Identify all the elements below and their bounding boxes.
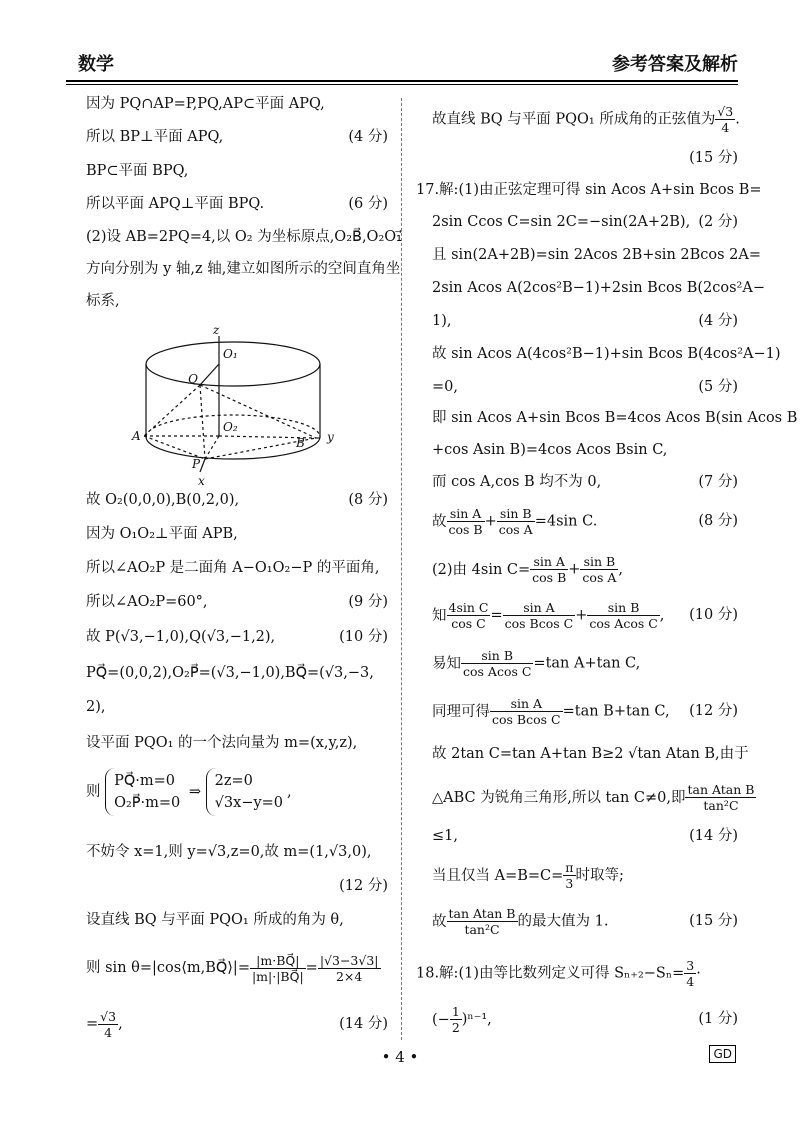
- text-line: 因为 O₁O₂⊥平面 APB,: [86, 526, 238, 542]
- text-line: 故 P(√3,−1,0),Q(√3,−1,2), (10 分): [86, 629, 388, 645]
- score: (8 分): [698, 513, 738, 529]
- label-o1: O₁: [223, 347, 238, 361]
- text-line: 即 sin Acos A+sin Bcos B=4cos Acos B(sin Acos B: [432, 410, 798, 426]
- fraction-line: 故 $\frac{\text{sin A}}{\text{cos B}}$ + $\frac{\text{sin B}}{\text{cos A}}$ =4sin C. (8 分): [432, 506, 738, 537]
- text-line: 2sin Acos A(2cos²B−1)+2sin Bcos B(2cos²A−: [432, 280, 765, 296]
- text-line: 标系,: [86, 293, 120, 309]
- text-line: =0, (5 分): [432, 379, 738, 395]
- equation-system: 则 PQ⃗·m=0 O₂P⃗·m=0 ⇒ 2z=0 √3x−y=0,: [86, 768, 388, 816]
- label-x: x: [198, 474, 205, 488]
- score: (10 分): [339, 629, 388, 645]
- text-line: +cos Asin B)=4cos Acos Bsin C,: [432, 442, 668, 458]
- text-line: 17.解:(1)由正弦定理可得 sin Acos A+sin Bcos B=: [416, 182, 762, 198]
- header-rule-thick: [66, 80, 738, 82]
- text-line: 而 cos A,cos B 均不为 0, (7 分): [432, 474, 738, 490]
- fraction-line: 知 $\frac{\text{4sin C}}{\text{cos C}}$ = $\frac{\text{sin A}}{\text{cos Bcos C}}$ + $\frac{\text{sin B}}{\text{cos Acos C}}$ , (10 分): [432, 600, 738, 631]
- fraction-line: △ABC 为锐角三角形,所以 tan C≠0,即 $\frac{\text{tan Atan B}}{\text{tan²C}}$: [432, 782, 755, 813]
- line-qb: [200, 385, 316, 438]
- score: (4 分): [348, 129, 388, 145]
- score: (8 分): [348, 492, 388, 508]
- fraction-line: 故 $\frac{\text{tan Atan B}}{\text{tan²C}}$ 的最大值为 1. (15 分): [432, 906, 738, 937]
- text-line: 所以∠AO₂P=60°, (9 分): [86, 594, 388, 610]
- label-a: A: [132, 429, 141, 443]
- x-axis-dashed: [205, 436, 219, 459]
- text-line: 所以∠AO₂P 是二面角 A−O₁O₂−P 的平面角,: [86, 560, 380, 576]
- label-q: Q: [188, 372, 198, 386]
- fraction-line: (− $\frac{1}{2}$ )ⁿ⁻¹, (1 分): [432, 1004, 738, 1035]
- fraction-line: 易知 $\frac{\text{sin B}}{\text{cos Acos C}}$ =tan A+tan C,: [432, 648, 641, 679]
- score: (10 分): [689, 607, 738, 623]
- label-z: z: [213, 323, 220, 337]
- header-rule-thin: [66, 84, 738, 85]
- score: (14 分): [689, 828, 738, 844]
- text-line: ≤1, (14 分): [432, 828, 738, 844]
- line-qa: [144, 385, 200, 436]
- subject-title: 数学: [78, 54, 114, 75]
- edition-code: GD: [709, 1045, 736, 1063]
- text-line: 因为 PQ∩AP=P,PQ,AP⊂平面 APQ,: [86, 96, 325, 112]
- fraction-line: 同理可得 $\frac{\text{sin A}}{\text{cos Bcos C}}$ =tan B+tan C, (12 分): [432, 696, 738, 727]
- score: (2 分): [698, 214, 738, 230]
- label-o2: O₂: [223, 420, 238, 434]
- x-axis-solid: [200, 459, 205, 472]
- text-line: 方向分别为 y 轴,z 轴,建立如图所示的空间直角坐: [86, 261, 401, 277]
- page-number: • 4 •: [381, 1048, 419, 1066]
- fraction-line: (2)由 4sin C= $\frac{\text{sin A}}{\text{cos B}}$ + $\frac{\text{sin B}}{\text{cos A}}$ ,: [432, 554, 623, 585]
- text-line: 故 2tan C=tan A+tan B≥2 √tan Atan B,由于: [432, 746, 749, 762]
- score: (15 分): [689, 150, 738, 166]
- label-y: y: [327, 430, 334, 444]
- fraction-line: 当且仅当 A=B=C= $\frac{\pi}{3}$ 时取等;: [432, 860, 624, 891]
- score: (9 分): [348, 594, 388, 610]
- text-line: 故直线 BQ 与平面 PQO₁ 所成角的正弦值为 $\frac{√3}{4}$ .: [432, 104, 740, 135]
- score: (1 分): [698, 1011, 738, 1027]
- score: (12 分): [689, 703, 738, 719]
- line-qo1: [200, 364, 219, 385]
- text-line: 2sin Ccos C=sin 2C=−sin(2A+2B), (2 分): [432, 214, 738, 230]
- sin-theta-line: 则 sin θ=|cos⟨m,BQ⃗⟩|= $\frac{|m\cdot BQ⃗|}{|m|\cdot|BQ⃗|}$ = $\frac{|√3-3√3|}{2\times 4}$: [86, 952, 379, 984]
- text-line: 1), (4 分): [432, 313, 738, 329]
- label-p: P: [192, 457, 201, 471]
- text-line: 不妨令 x=1,则 y=√3,z=0,故 m=(1,√3,0),: [86, 844, 372, 860]
- text-line: 所以 BP⊥平面 APQ, (4 分): [86, 129, 388, 145]
- line-ap: [144, 436, 205, 459]
- result-line: = $\frac{√3}{4}$ , (14 分): [86, 1008, 388, 1040]
- text-line: 设平面 PQO₁ 的一个法向量为 m=(x,y,z),: [86, 735, 358, 751]
- score: (14 分): [339, 1016, 388, 1032]
- text-line: 且 sin(2A+2B)=sin 2Acos 2B+sin 2Bcos 2A=: [432, 247, 762, 263]
- score: (4 分): [698, 313, 738, 329]
- text-line: 2),: [86, 699, 106, 715]
- label-b: B: [296, 436, 305, 450]
- score: (15 分): [689, 913, 738, 929]
- score: (12 分): [339, 878, 388, 894]
- system-left: PQ⃗·m=0 O₂P⃗·m=0: [105, 768, 184, 816]
- text-line: BP⊂平面 BPQ,: [86, 163, 189, 179]
- system-right: 2z=0 √3x−y=0: [206, 768, 287, 816]
- text-line: 故 sin Acos A(4cos²B−1)+sin Bcos B(4cos²A−1): [432, 346, 781, 362]
- section-title: 参考答案及解析: [612, 54, 738, 75]
- score: (7 分): [698, 474, 738, 490]
- score: (6 分): [348, 196, 388, 212]
- text-line: PQ⃗=(0,0,2),O₂P⃗=(√3,−1,0),BQ⃗=(√3,−3,: [86, 665, 374, 681]
- bottom-front-arc: [146, 437, 320, 459]
- cylinder-figure: [120, 322, 340, 492]
- text-line: 所以平面 APQ⊥平面 BPQ. (6 分): [86, 196, 388, 212]
- score: (5 分): [698, 379, 738, 395]
- line-qp: [200, 385, 205, 459]
- text-line: 故 O₂(0,0,0),B(0,2,0), (8 分): [86, 492, 388, 508]
- fraction-line: 18.解:(1)由等比数列定义可得 Sₙ₊₂−Sₙ= $\frac{3}{4}$ ·: [416, 958, 701, 989]
- text-line: (2)设 AB=2PQ=4,以 O₂ 为坐标原点,O₂B⃗,O₂O₁⃗: [86, 229, 402, 245]
- text-line: 设直线 BQ 与平面 PQO₁ 所成的角为 θ,: [86, 912, 344, 928]
